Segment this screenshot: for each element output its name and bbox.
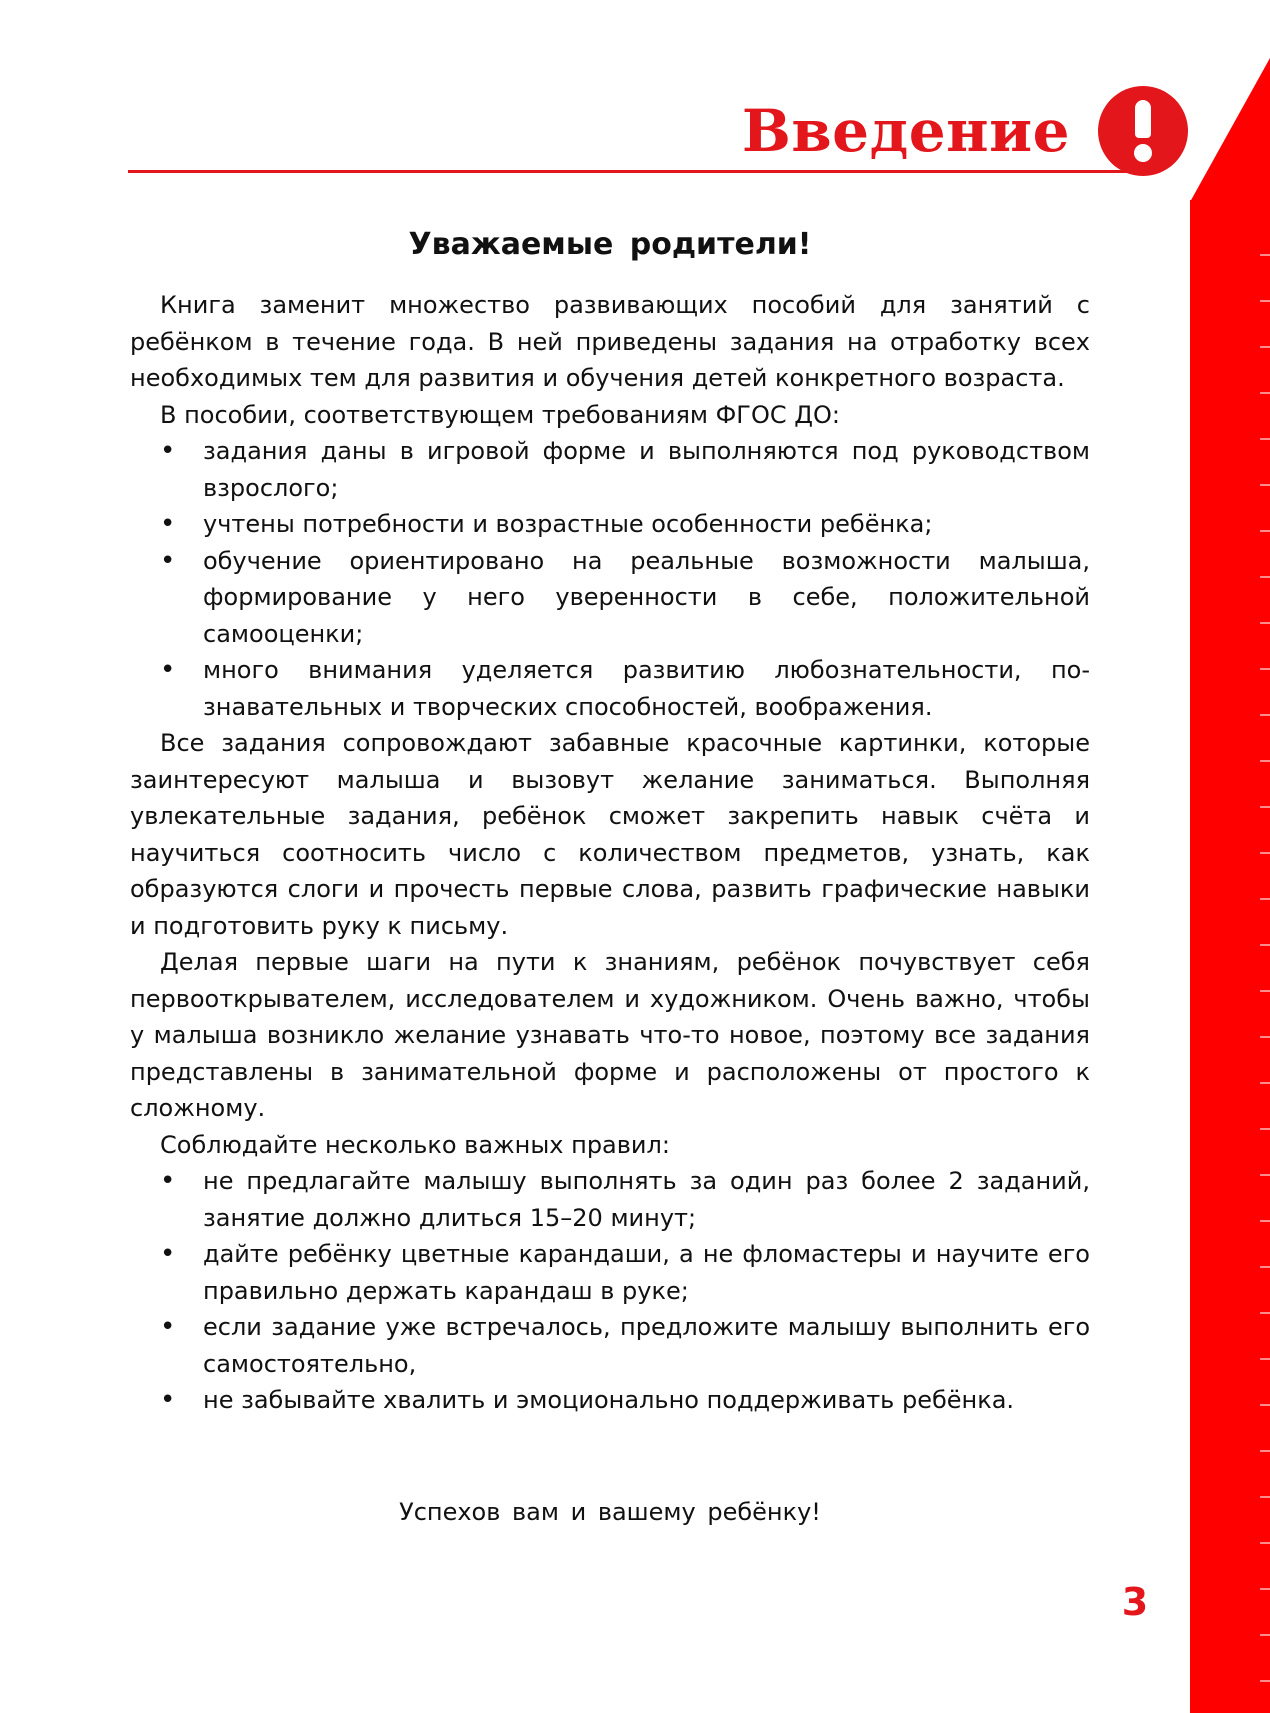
list-item: • учтены потребности и возрастные особенности ребёнка; <box>130 506 1090 543</box>
greeting-heading: Уважаемые родители! <box>408 227 812 262</box>
closing-line: Успехов вам и вашему ребёнку! <box>399 1498 821 1526</box>
edge-tick-marks <box>1260 210 1270 1690</box>
paragraph: В пособии, соответствующем требованиям ФГОС ДО: <box>160 400 840 429</box>
exclamation-icon <box>1098 86 1188 176</box>
paragraph: Книга заменит множество развивающих пособий для занятий с ребёнком в течение года. В ней приведены задания на отработку всех необходимых тем для развития и обучения детей конкретного возраста. <box>130 291 1090 392</box>
list-item: • обучение ориентировано на реальные возможности малыша, формирование у него уверенности в себе, положительной самооценки; <box>130 543 1090 653</box>
list-item: • не предлагайте малышу выполнять за один раз более 2 заданий, занятие должно длиться 15–20 минут; <box>130 1163 1090 1236</box>
list-item: • задания даны в игровой форме и выполняются под руководством взрослого; <box>130 433 1090 506</box>
title-underline <box>128 170 1133 173</box>
list-item: • не забывайте хвалить и эмоционально поддерживать ребёнка. <box>130 1382 1090 1419</box>
paragraph: Все задания сопровождают забавные красочные картинки, которые заинтересуют малыша и вызовут желание заниматься. Выполняя увлекательные задания, ребёнок сможет закрепить навык счёта и научиться соотносить число с количеством предметов, узнать, как образуются слоги и прочесть первые слова, развить графические навыки и подготовить руку к письму. <box>130 729 1090 940</box>
intro-text <box>130 287 1090 1419</box>
page-edge-corner <box>1190 58 1270 202</box>
list-item: • много внимания уделяется развитию любознательности, познавательных и творческих способностей, воображения. <box>130 652 1090 725</box>
rules-list <box>130 1163 1090 1419</box>
page-title: Введение <box>741 97 1070 165</box>
page-edge-band <box>1190 200 1270 1713</box>
list-item: • если задание уже встречалось, предложите малышу выполнить его самостоятельно, <box>130 1309 1090 1382</box>
paragraph: Делая первые шаги на пути к знаниям, ребёнок почувствует себя первооткрывателем, исследователем и художником. Очень важно, чтобы у малыша возникло желание узнавать что-то новое, поэтому все задания представлены в занимательной форме и расположены от простого к сложному. <box>130 948 1090 1122</box>
features-list <box>130 433 1090 725</box>
paragraph: Соблюдайте несколько важных правил: <box>160 1130 670 1159</box>
list-item: • дайте ребёнку цветные карандаши, а не фломастеры и научите его правильно держать карандаш в руке; <box>130 1236 1090 1309</box>
page-number: 3 <box>1121 1580 1149 1624</box>
